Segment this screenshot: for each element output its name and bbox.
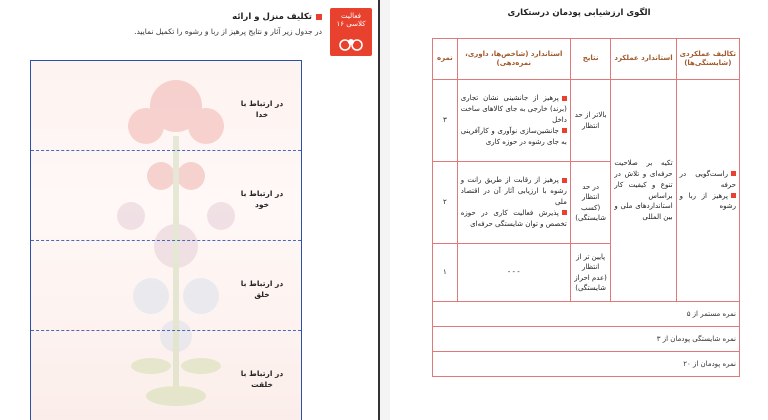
- score-cell: ۲: [433, 162, 458, 244]
- criteria-text: پرهیز از جانشینی نشان تجاری (برند) خارجی به جای کالاهای ساخت داخل: [460, 94, 567, 125]
- criteria-text: جانشین‌سازی نوآوری و کارآفرینی به جای رشوه در حوزه کاری: [460, 126, 567, 146]
- evaluation-table: [432, 38, 740, 377]
- footer-module-score: نمره پودمان از ۲۰: [433, 352, 740, 377]
- right-page: [390, 0, 768, 420]
- result-cell: بالاتر از حد انتظار: [570, 80, 611, 162]
- header-standard: استاندارد (شاخص‌ها، داوری، نمره‌دهی): [457, 39, 570, 80]
- row-label-prefix: در ارتباط با: [240, 99, 284, 108]
- criteria-item: [461, 175, 567, 208]
- row-label-prefix: در ارتباط با: [240, 279, 284, 288]
- row-label-subject: خود: [255, 200, 269, 210]
- header-tasks: تکالیف عملکردی (شایستگی‌ها): [676, 39, 739, 80]
- footer-competency-score: نمره شایستگی پودمان از ۳: [433, 327, 740, 352]
- bullet-icon: [562, 128, 567, 133]
- result-cell: پایین تر از انتظار (عدم احراز شایستگی): [570, 244, 611, 302]
- criteria-item: [461, 208, 567, 230]
- row-label-god: [230, 98, 294, 121]
- criteria-cell: [457, 80, 570, 162]
- homework-title: [232, 12, 322, 22]
- score-cell: ۱: [433, 244, 458, 302]
- criteria-cell: [457, 162, 570, 244]
- footer-row: [433, 327, 740, 352]
- task-text: پرهیز از ربا و رشوه: [679, 191, 736, 211]
- score-cell: ۳: [433, 80, 458, 162]
- row-label-subject: خلقت: [251, 380, 273, 390]
- table-header-row: [433, 39, 740, 80]
- result-cell: در حد انتظار (کسب شایستگی): [570, 162, 611, 244]
- activity-badge: [330, 8, 372, 56]
- header-score: نمره: [433, 39, 458, 80]
- evaluation-title: الگوی ارزشیابی پودمان درستکاری: [507, 8, 651, 18]
- bullet-icon: [731, 171, 736, 176]
- bullet-icon: [562, 178, 567, 183]
- bullet-icon: [731, 193, 736, 198]
- footer-row: [433, 302, 740, 327]
- table-row: [31, 150, 301, 151]
- row-label-subject: خلق: [254, 290, 270, 300]
- bullet-icon: [316, 14, 322, 20]
- criteria-text: پرهیز از رقابت از طریق رانت و رشوه با ارزیابی آثار آن در اقتصاد ملی: [460, 176, 567, 207]
- row-label-creation: [230, 368, 294, 391]
- footer-continuous-score: نمره مستمر از ۵: [433, 302, 740, 327]
- criteria-item: [461, 126, 567, 148]
- row-label-self: [230, 188, 294, 211]
- bullet-icon: [562, 210, 567, 215]
- row-label-people: [230, 278, 294, 301]
- header-results: نتایج: [570, 39, 611, 80]
- task-text: راست‌گویی در حرفه: [679, 169, 736, 189]
- homework-instruction: در جدول زیر آثار و نتایج پرهیز از ربا و رشوه را تکمیل نمایید.: [134, 27, 322, 36]
- activity-icon: [338, 38, 364, 52]
- left-page: [0, 0, 378, 420]
- row-label-prefix: در ارتباط با: [240, 369, 284, 378]
- homework-title-text: تکلیف منزل و ارائه: [232, 12, 312, 22]
- performance-standard-cell: تکیه بر صلاحیت حرفه‌ای و تلاش در تنوع و کیفیت کار براساس استانداردهای ملی و بین المللی: [611, 80, 676, 302]
- footer-row: [433, 352, 740, 377]
- header-performance-standard: استاندارد عملکرد: [611, 39, 676, 80]
- criteria-cell: - - -: [457, 244, 570, 302]
- row-label-subject: خدا: [255, 110, 269, 120]
- tasks-cell: [676, 80, 739, 302]
- badge-line2: کلاسی ۱۶: [336, 20, 366, 28]
- table-row: [31, 330, 301, 331]
- table-row: [31, 240, 301, 241]
- task-item: [680, 191, 736, 213]
- criteria-item: [461, 93, 567, 126]
- row-label-prefix: در ارتباط با: [240, 189, 284, 198]
- task-item: [680, 169, 736, 191]
- bullet-icon: [562, 96, 567, 101]
- table-row: [433, 80, 740, 162]
- criteria-text: پذیرش فعالیت کاری در حوزه تخصص و توان شایستگی حرفه‌ای: [460, 208, 567, 228]
- badge-line1: فعالیت: [341, 12, 361, 20]
